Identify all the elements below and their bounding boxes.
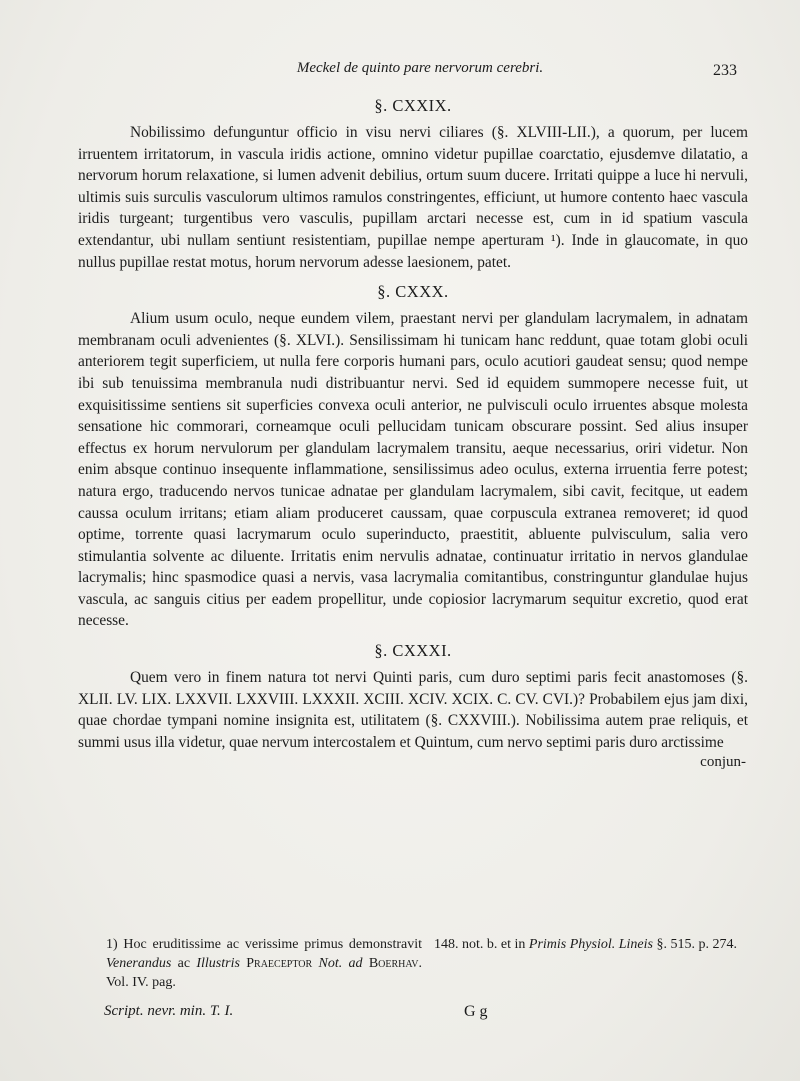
section-paragraph: Quem vero in finem natura tot nervi Quinti paris, cum duro septimi paris fecit anastomoses (§. XLII. LV. LIX. LXXVII. LXXVIII. LXXXII. XCIII. XCIV. XCIX. C. CV. CVI.)? Probabilem ejus jam dixi, quae chordae tympani nomine insignita est, utilitatem (§. CXXVIII.). Nobilissima autem prae reliquis, et summi usus illa videtur, quae nervum intercostalem et Quintum, cum nervo septimi paris duro arctissime: [78, 669, 748, 751]
running-head: [95, 58, 745, 84]
section-paragraph: Nobilissimo defunguntur officio in visu nervi ciliares (§. XLVIII-LII.), a quorum, per lucem irruentem irritatorum, in vascula iridis actione, omnino videtur pupillae coarctatio, ejusdemve dilatatio, a nervorum horum relaxatione, si lumen advenit debilius, ortum suum ducere. Irritati quippe a luce hi nervuli, ultimis suis surculis vasculorum ultimos ramulos constringentes, efficiunt, ut humore contento haec vascula iridis turgeant; turgentibus vero vasculis, pupillam arctari necesse est, cum in id spatium vascula extendantur, ubi nullam sentiunt resistentiam, pupillae nempe aperturam ¹). Inde in glaucomate, in quo nullus pupillae restat motus, horum nervorum adesse laesionem, patet.: [78, 124, 748, 271]
signature-line: Script. nevr. min. T. I.: [104, 1003, 234, 1019]
running-title: Meckel de quinto pare nervorum cerebri.: [296, 60, 544, 76]
footnote-work: Primis Physiol. Lineis: [528, 937, 653, 952]
catchword: conjun-: [700, 754, 746, 771]
section-heading: §. CXXXI.: [374, 641, 452, 661]
page-number: 233: [713, 62, 737, 79]
signature-mark: G g: [464, 1003, 488, 1020]
page-footer: [104, 1001, 740, 1025]
footnote-text: 148. not. b. et in: [434, 937, 526, 952]
footnote-name: Illustris: [196, 956, 240, 971]
footnote-text: §. 515. p. 274.: [656, 937, 737, 952]
footnote-name: Venerandus: [106, 956, 172, 971]
footnote-title: Praeceptor: [246, 956, 313, 971]
footnote-marker: 1): [106, 937, 118, 952]
footnote-text: ac: [177, 956, 191, 971]
footnote-left-column: [106, 935, 422, 992]
section-paragraph: Alium usum oculo, neque eundem vilem, praestant nervi per glandulam lacrymalem, in adnatam membranam oculi advenientes (§. XLVI.). Sensilissimam hi tunicam hanc reddunt, quae totam globi oculi anteriorem tegit superficiem, ut nulla fere corporis humani pars, oculo acutiori gaudeat sensu; quod nempe ibi sub tenuissima membranula nudi distribuantur nervi. Sed id equidem summopere necesse fuit, ut exquisitissime sentiens sit superficies convexa oculi anterior, ne pulvisculi oculo irruentes absque molesta sensatione hic commorari, corneamque oculi pellucidam tunicam obscurare possint. Sed alius insuper effectus ex horum nervulorum per glandulam lacrymalem transitu, aeque necessarius, oriri videtur. Non enim absque continuo insequente inflammatione, sensilissimus adeo oculus, externa irruentia ferre potest; natura ergo, traducendo nervos tunicae adnatae per glandulam lacrymalem, sibi cavit, fecitque, ut eadem caussa oculum irritans; etiam aliam produceret caussam, quae corpuscula extranea removeret; id quod optime, torrente quasi lacrymarum oculo superinducto, praestitit, abluente pulvisculum, salia vero stimulantia solvente ac diluente. Irritatis enim nervulis adnatae, continuatur irritatio in nervos glandulae lacrymalis; hinc spasmodice quasi a nervis, vasa lacrymalia comitantibus, constringuntur glandulae hujus vascula, ac sanguis citius per eadem propellitur, unde copiosior lacrymarum sequitur excretio, quod erat necesse.: [78, 310, 748, 630]
section-heading: §. CXXIX.: [374, 96, 452, 115]
footnote-right-column: [434, 935, 750, 954]
footnote-text: Hoc eruditissime ac verissime primus demonstravit: [123, 937, 422, 952]
section-heading: §. CXXX.: [377, 282, 449, 302]
footnote-author: Boerhav.: [368, 956, 423, 971]
footnote-text: Vol. IV. pag.: [106, 975, 176, 990]
footnote-work: Not. ad: [318, 956, 363, 971]
main-text: [78, 92, 748, 771]
